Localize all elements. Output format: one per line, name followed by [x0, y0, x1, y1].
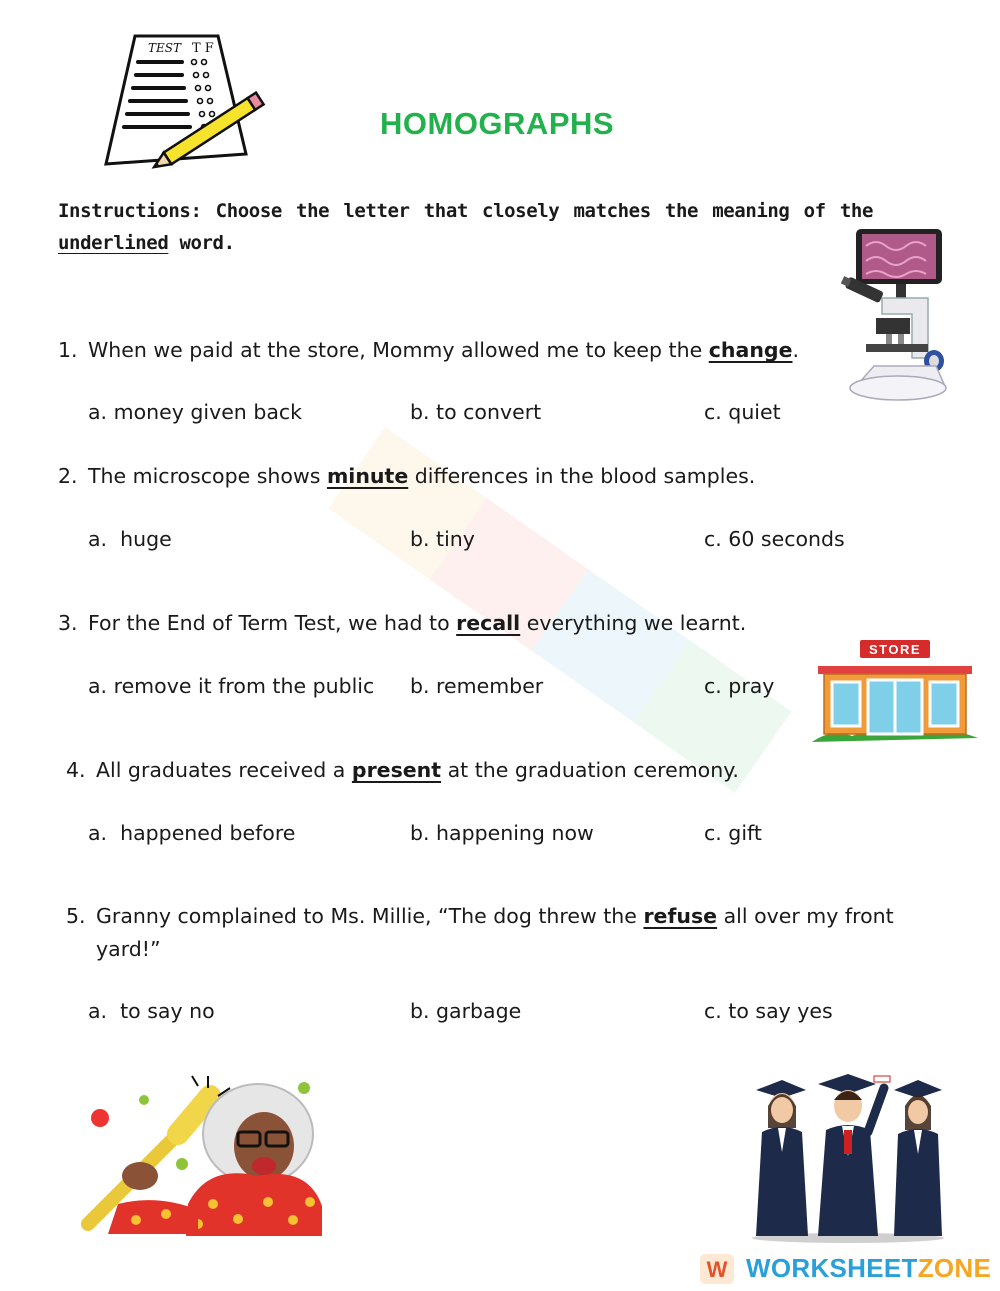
test-paper-icon [100, 32, 272, 182]
question-text-end: at the graduation ceremony. [447, 758, 739, 782]
question-1 [58, 334, 828, 367]
graduates-icon [748, 1072, 948, 1244]
question-keyword: change [708, 338, 793, 362]
question-keyword: minute [326, 464, 409, 488]
brand-footer [700, 1253, 991, 1284]
microscope-icon [838, 226, 956, 404]
question-text: The microscope shows [88, 464, 321, 488]
question-number: 1. [58, 338, 78, 362]
question-2-option-a[interactable]: a. huge [88, 527, 172, 551]
page-title: HOMOGRAPHS [380, 106, 615, 141]
store-icon [810, 638, 980, 744]
question-text-end: . [792, 338, 800, 362]
question-2-option-c[interactable]: c. 60 seconds [704, 527, 845, 551]
question-1-option-b[interactable]: b. to convert [410, 400, 542, 424]
question-keyword: refuse [643, 904, 718, 928]
question-4-option-b[interactable]: b. happening now [410, 821, 594, 845]
brand-name-part2: ZONE [917, 1253, 992, 1283]
question-keyword: recall [456, 611, 521, 635]
question-text-end: all over my front yard!” [96, 904, 894, 961]
question-3 [58, 607, 858, 640]
question-3-option-b[interactable]: b. remember [410, 674, 544, 698]
question-3-option-c[interactable]: c. pray [704, 674, 775, 698]
question-number: 4. [66, 758, 86, 782]
brand-name[interactable] [746, 1253, 991, 1284]
svg-text:TEST: TEST [148, 41, 181, 55]
svg-text:STORE: STORE [868, 642, 922, 657]
question-2-option-b[interactable]: b. tiny [410, 527, 475, 551]
brand-name-part1: WORKSHEET [746, 1253, 918, 1283]
granny-cartoon-icon [78, 1074, 323, 1236]
question-text-end: everything we learnt. [526, 611, 747, 635]
question-3-option-a[interactable]: a. remove it from the public [88, 674, 375, 698]
worksheetzone-logo-icon [700, 1254, 734, 1284]
question-5-option-b[interactable]: b. garbage [410, 999, 522, 1023]
question-text: All graduates received a [96, 758, 346, 782]
question-number: 2. [58, 464, 78, 488]
question-4-option-a[interactable]: a. happened before [88, 821, 296, 845]
question-5 [66, 900, 956, 966]
question-text: For the End of Term Test, we had to [88, 611, 450, 635]
question-keyword: present [351, 758, 442, 782]
question-text: When we paid at the store, Mommy allowed me to keep the [88, 338, 703, 362]
question-text-end: differences in the blood samples. [414, 464, 756, 488]
question-5-option-a[interactable]: a. to say no [88, 999, 215, 1023]
question-number: 5. [66, 904, 86, 928]
question-2 [58, 460, 858, 493]
question-text: Granny complained to Ms. Millie, “The dog threw the [96, 904, 637, 928]
instructions-lead: Instructions: Choose the letter that closely matches the meaning of the [58, 200, 873, 222]
svg-text:W: W [706, 1256, 728, 1282]
instructions-tail: word. [179, 232, 235, 254]
question-1-option-a[interactable]: a. money given back [88, 400, 303, 424]
question-1-option-c[interactable]: c. quiet [704, 400, 781, 424]
question-4 [66, 754, 866, 787]
question-4-option-c[interactable]: c. gift [704, 821, 762, 845]
question-number: 3. [58, 611, 78, 635]
question-5-option-c[interactable]: c. to say yes [704, 999, 833, 1023]
instructions-underlined: underlined [58, 232, 169, 254]
svg-text:T F: T F [192, 41, 214, 56]
instructions [58, 195, 873, 259]
